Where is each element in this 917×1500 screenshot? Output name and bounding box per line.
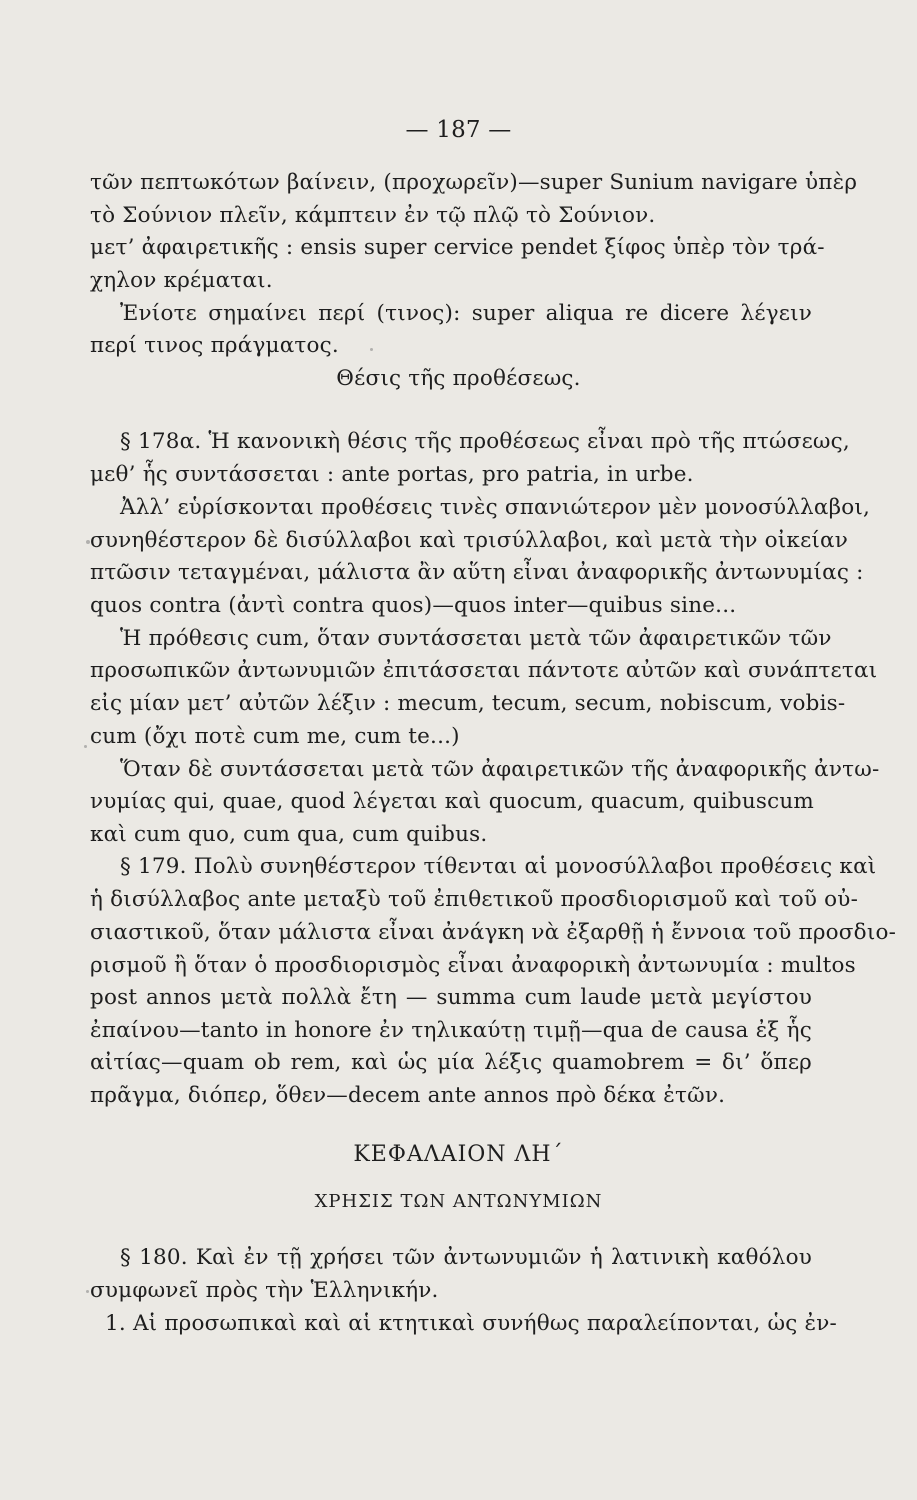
scan-speck bbox=[86, 1290, 89, 1293]
text-line: μεθ’ ἧς συντάσσεται : ante portas, pro patria, in urbe. bbox=[90, 462, 694, 487]
text-line: ρισμοῦ ἢ ὅταν ὁ προσδιορισμὸς εἶναι ἀναφορικὴ ἀντωνυμία : multos bbox=[90, 953, 856, 978]
text-line: πρᾶγμα, διόπερ, ὅθεν—decem ante annos πρὸ δέκα ἐτῶν. bbox=[90, 1083, 726, 1108]
section-heading: Θέσις τῆς προθέσεως. bbox=[336, 366, 581, 391]
text-line: cum (ὄχι ποτὲ cum me, cum te...) bbox=[90, 724, 460, 749]
text-line: Ἡ πρόθεσις cum, ὅταν συντάσσεται μετὰ τῶν ἀφαιρετικῶν τῶν bbox=[120, 626, 832, 651]
text-line: Ἐνίοτε σημαίνει περί (τινος): super aliqua re dicere λέγειν bbox=[120, 301, 812, 326]
chapter-subheading: ΧΡΗΣΙΣ ΤΩΝ ΑΝΤΩΝΥΜΙΩΝ bbox=[314, 1191, 603, 1212]
text-line: post annos μετὰ πολλὰ ἔτη — summa cum laude μετὰ μεγίστου bbox=[90, 985, 812, 1010]
text-line: τὸ Σούνιον πλεῖν, κάμπτειν ἐν τῷ πλῷ τὸ Σούνιον. bbox=[90, 203, 656, 228]
text-line: χηλον κρέμαται. bbox=[90, 268, 273, 293]
text-line: πτῶσιν τεταγμέναι, μάλιστα ἂν αὕτη εἶναι ἀναφορικῆς ἀντωνυμίας : bbox=[90, 560, 864, 585]
paragraph-start-179: § 179. Πολὺ συνηθέστερον τίθενται αἱ μονοσύλλαβοι προθέσεις καὶ bbox=[120, 854, 877, 879]
scan-speck bbox=[86, 540, 90, 544]
text-line: τῶν πεπτωκότων βαίνειν, (προχωρεῖν)—super Sunium navigare ὑπὲρ bbox=[90, 170, 858, 195]
text-line: σιαστικοῦ, ὅταν μάλιστα εἶναι ἀνάγκη νὰ ἐξαρθῇ ἡ ἔννοια τοῦ προσδιο- bbox=[90, 920, 897, 945]
text-line: εἰς μίαν μετ’ αὐτῶν λέξιν : mecum, tecum, secum, nobiscum, vobis- bbox=[90, 691, 846, 716]
text-line: συνηθέστερον δὲ δισύλλαβοι καὶ τρισύλλαβοι, καὶ μετὰ τὴν οἰκείαν bbox=[90, 528, 849, 553]
text-line: προσωπικῶν ἀντωνυμιῶν ἐπιτάσσεται πάντοτε αὐτῶν καὶ συνάπτεται bbox=[90, 658, 878, 683]
text-line: ἡ δισύλλαβος ante μεταξὺ τοῦ ἐπιθετικοῦ προσδιορισμοῦ καὶ τοῦ οὐ- bbox=[90, 887, 859, 912]
text-line: αἰτίας—quam ob rem, καὶ ὡς μία λέξις quamobrem = δι’ ὅπερ bbox=[90, 1050, 812, 1075]
paragraph-start-178a: § 178α. Ἡ κανονικὴ θέσις τῆς προθέσεως εἶναι πρὸ τῆς πτώσεως, bbox=[120, 429, 850, 454]
chapter-heading: ΚΕΦΑΛΑΙΟΝ ΛΗ΄ bbox=[353, 1142, 564, 1167]
scan-speck bbox=[370, 348, 373, 351]
scan-speck bbox=[84, 745, 87, 748]
text-line: 1. Αἱ προσωπικαὶ καὶ αἱ κτητικαὶ συνήθως παραλείπονται, ὡς ἐν- bbox=[105, 1311, 837, 1336]
paragraph-start-180: § 180. Καὶ ἐν τῇ χρήσει τῶν ἀντωνυμιῶν ἡ λατινικὴ καθόλου bbox=[120, 1245, 812, 1270]
page-number: — 187 — bbox=[405, 117, 512, 143]
text-line: μετ’ ἀφαιρετικῆς : ensis super cervice pendet ξίφος ὑπὲρ τὸν τρά- bbox=[90, 235, 825, 260]
text-line: quos contra (ἀντὶ contra quos)—quos inter—quibus sine... bbox=[90, 593, 737, 618]
text-line: συμφωνεῖ πρὸς τὴν Ἑλληνικήν. bbox=[90, 1278, 439, 1303]
text-line: νυμίας qui, quae, quod λέγεται καὶ quocum, quacum, quibuscum bbox=[90, 789, 814, 814]
text-line: ἐπαίνου—tanto in honore ἐν τηλικαύτῃ τιμῇ—qua de causa ἐξ ἧς bbox=[90, 1018, 812, 1043]
text-line: Ἀλλ’ εὑρίσκονται προθέσεις τινὲς σπανιώτερον μὲν μονοσύλλαβοι, bbox=[120, 495, 871, 520]
text-line: Ὅταν δὲ συντάσσεται μετὰ τῶν ἀφαιρετικῶν τῆς ἀναφορικῆς ἀντω- bbox=[120, 757, 880, 782]
text-line: περί τινος πράγματος. bbox=[90, 333, 339, 358]
text-line: καὶ cum quo, cum qua, cum quibus. bbox=[90, 822, 488, 847]
